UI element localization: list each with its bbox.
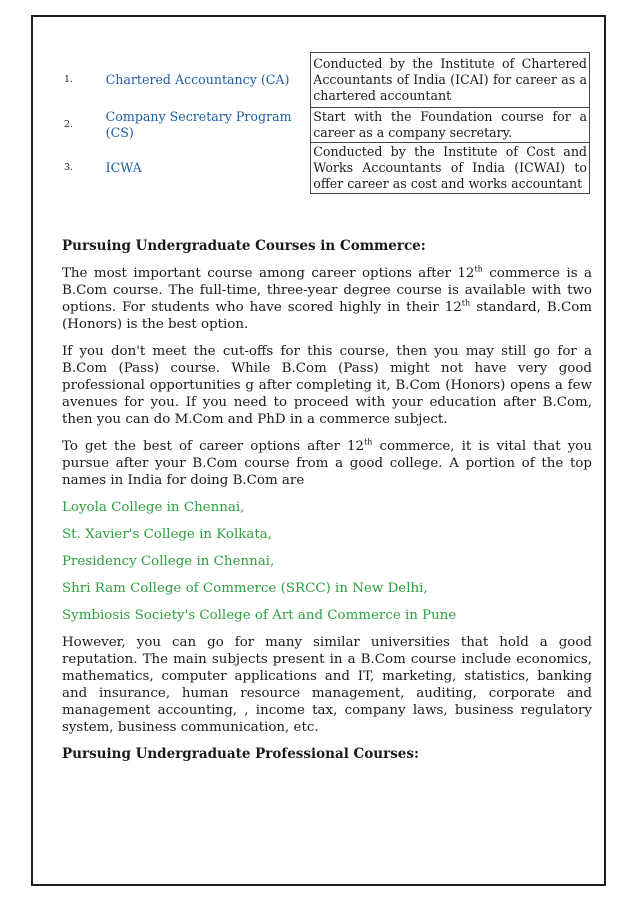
row-number: 1. <box>64 74 74 85</box>
course-description: Start with the Foundation course for a career as a company secretary. <box>311 108 590 143</box>
course-name: Company Secretary Program (CS) <box>105 109 292 140</box>
course-description: Conducted by the Institute of Chartered Accountants of India (ICAI) for career as a chartered accountant <box>311 53 590 108</box>
document-body <box>62 52 592 763</box>
college-link[interactable]: St. Xavier's College in Kolkata, <box>62 527 272 542</box>
paragraph-top-colleges <box>62 438 592 489</box>
college-link[interactable]: Shri Ram College of Commerce (SRCC) in New Delhi, <box>62 581 428 596</box>
college-link[interactable]: Symbiosis Society's College of Art and Commerce in Pune <box>62 608 457 623</box>
course-name: ICWA <box>105 160 142 175</box>
superscript: th <box>364 437 373 447</box>
college-link[interactable]: Presidency College in Chennai, <box>62 554 275 569</box>
college-link[interactable]: Loyola College in Chennai, <box>62 500 245 515</box>
table-row <box>62 108 590 143</box>
superscript: th <box>461 298 471 308</box>
text-fragment: standard, B.Com (Honors) is the best option. <box>62 300 592 332</box>
table-row <box>62 143 590 194</box>
course-name: Chartered Accountancy (CA) <box>105 72 290 87</box>
text-fragment: commerce is a B.Com course. The full-time, three-year degree course is available with two options. For students who have scored highly in their 12 <box>62 266 592 315</box>
text-fragment: To get the best of career options after 12 <box>62 439 365 454</box>
paragraph-bcom-pass: If you don't meet the cut-offs for this course, then you may still go for a B.Com (Pass) course. While B.Com (Pass) might not have very good professional opportunities g after completing it, B.Com (Honors) opens a few avenues for you. If you need to proceed with your education after B.Com, then you can do M.Com and PhD in a commerce subject. <box>62 344 592 427</box>
table-row <box>62 53 590 108</box>
courses-table <box>62 52 590 194</box>
course-description: Conducted by the Institute of Cost and Works Accountants of India (ICWAI) to offer career as cost and works accountant <box>311 143 590 194</box>
section-heading-commerce: Pursuing Undergraduate Courses in Commerce: <box>62 238 426 254</box>
paragraph-bcom-intro <box>62 265 592 333</box>
text-fragment: The most important course among career options after 12 <box>62 266 475 281</box>
superscript: th <box>474 264 483 274</box>
paragraph-subjects: However, you can go for many similar universities that hold a good reputation. The main subjects present in a B.Com course include economics, mathematics, computer applications and IT, marketing, statistics, banking and insurance, human resource management, auditing, corporate and management accounting, , income tax, company laws, business regulatory system, business communication, etc. <box>62 635 592 735</box>
section-heading-professional: Pursuing Undergraduate Professional Courses: <box>62 746 419 762</box>
row-number: 3. <box>64 162 74 173</box>
row-number: 2. <box>64 119 74 130</box>
text-fragment: commerce, it is vital that you pursue after your B.Com course from a good college. A portion of the top names in India for doing B.Com are <box>62 439 592 488</box>
